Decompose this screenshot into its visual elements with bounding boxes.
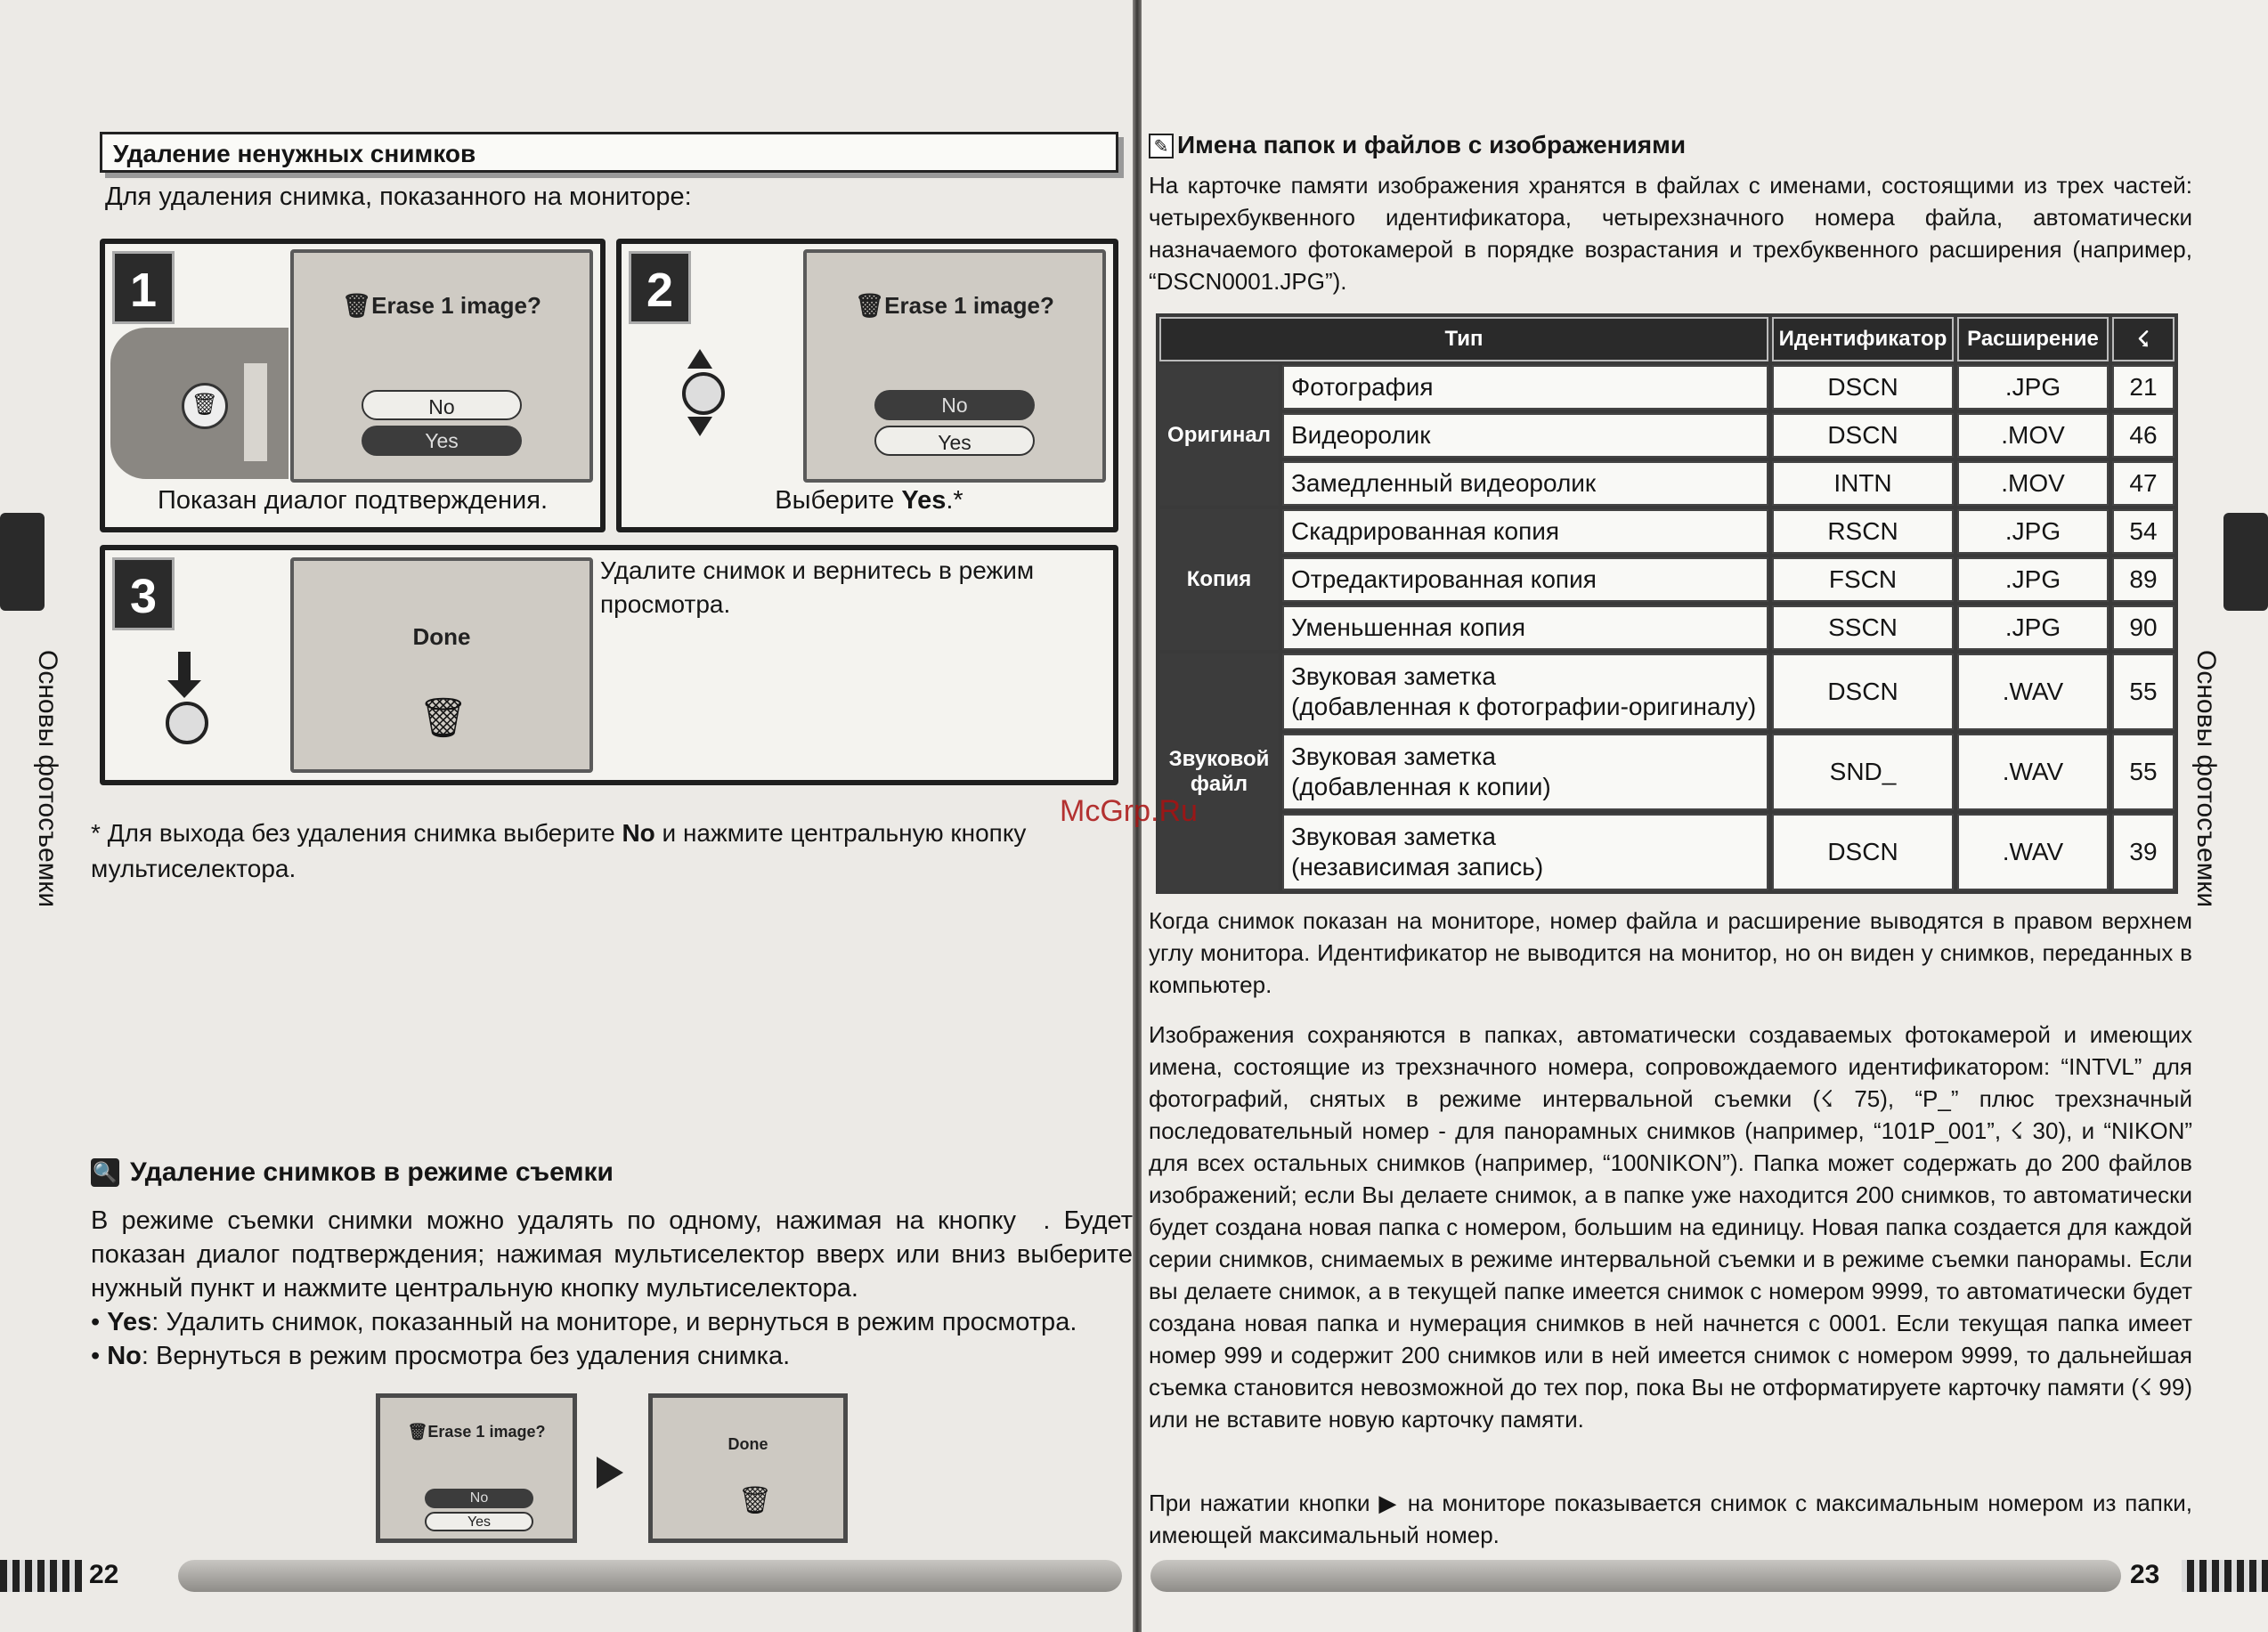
no-option[interactable]: No: [425, 1489, 533, 1508]
step-2-screen: [803, 249, 1106, 483]
table-row: Видеоролик DSCN .MOV 46: [1159, 413, 2175, 458]
step-3-panel: [100, 545, 1118, 785]
table-row: Звуковой файл Звуковая заметка (добавленная к фотографии-оригиналу) DSCN .WAV 55: [1159, 654, 2175, 730]
dialog-title: 🗑Erase 1 image?: [342, 292, 541, 319]
yes-option[interactable]: Yes: [425, 1512, 533, 1531]
trash-icon: 🗑: [738, 1486, 773, 1515]
trash-icon: 🗑: [419, 696, 468, 740]
right-title: Имена папок и файлов с изображениями: [1177, 131, 1687, 158]
footer-bar: [178, 1560, 1122, 1592]
step-1-caption: Показан диалог подтверждения.: [157, 486, 549, 515]
bullet-no: • No: Вернуться в режим просмотра без удаления снимка.: [91, 1342, 791, 1370]
subsection-paragraph: В режиме съемки снимки можно удалять по одному, нажимая на кнопку . Будет показан диалог подтверждения; нажимая мультиселектор вверх или вниз выберите нужный пункт и нажмите центральную кнопку мультиселектора.: [91, 1206, 1133, 1303]
col-type: Тип: [1159, 317, 1768, 361]
table-row: Отредактированная копия FSCN .JPG 89: [1159, 557, 2175, 602]
intro-text: Для удаления снимка, показанного на мониторе:: [105, 183, 692, 211]
side-label-left: Основы фотосъемки: [33, 650, 62, 908]
watermark: McGrp.Ru: [1060, 794, 1198, 828]
section-title: Удаление ненужных снимков: [113, 140, 476, 167]
paragraph-3: Изображения сохраняются в папках, автоматически создаваемых фотокамерой и имеющих имена, состоящие из трехзначного номера, сопровождаемого идентификатором: “INTVL” для фотографий, снятых в режиме интервальной съемки (☇ 75), “P_” плюс трехзначный последовательный номер - для панорамных снимков (например, “101P_001”, ☇ 30), и “NIKON” для всех остальных снимков (например, “100NIKON”). Папка может содержать до 200 файлов изображений; если Вы делаете снимок, а в папке уже находится 200 снимков, то автоматически будет создана новая папка с номером, большим на единицу. Новая папка создается для каждой серии снимков, снимаемых в режиме интервальной съемки и в режиме съемки панорамы. Если вы делаете снимок, а в текущей папке имеется снимок с номером 9999, то автоматически будет создана новая папка и нумерация снимков в ней начнется с 0001. Если текущая папка имеет номер 999 и содержит 200 снимков или в ней имеется снимок с номером 9999, то дальнейшая съемка становится невозможной до тех пор, пока Вы не отформатируете карточку памяти (☇ 99) или не вставите новую карточку памяти.: [1149, 1021, 2192, 1433]
multi-selector-icon: [166, 702, 208, 744]
step-3-text: Удалите снимок и вернитесь в режим просмотра.: [600, 556, 1035, 618]
camera-back-illustration: [110, 328, 289, 479]
down-arrow-icon: [687, 417, 712, 436]
table-row: Оригинал Фотография DSCN .JPG 21: [1159, 365, 2175, 410]
small-dialog-screen: 🗑Erase 1 image? No Yes: [376, 1393, 577, 1543]
section-header: [100, 132, 1118, 173]
done-text: Done: [412, 623, 471, 650]
table-row: Уменьшенная копия SSCN .JPG 90: [1159, 605, 2175, 650]
right-page: [1142, 0, 2268, 1632]
press-arrow-icon: [178, 652, 191, 684]
table-header-row: [1159, 317, 2175, 361]
trash-button-icon: 🗑: [182, 383, 228, 429]
step-3-screen: [290, 557, 593, 773]
paragraph-1: На карточке памяти изображения хранятся в файлах с именами, состоящими из трех частей: четырехбуквенного идентификатора, четырехзначного номера файла, автоматически назначаемого фотокамерой в порядке возрастания и трехбуквенного расширения (например, “DSCN0001.JPG”).: [1149, 172, 2192, 295]
trash-icon: 🗑: [855, 292, 885, 319]
table-row: Копия Скадрированная копия RSCN .JPG 54: [1159, 509, 2175, 554]
next-arrow-icon: [597, 1457, 623, 1489]
trash-icon: 🗑: [407, 1423, 428, 1441]
footer-stripes: [0, 1560, 82, 1592]
side-tab-left: [0, 513, 45, 611]
paragraph-4: При нажатии кнопки ▶ на мониторе показывается снимок с максимальным номером из папки, имеющей максимальный номер.: [1149, 1490, 2192, 1548]
magnifier-icon: 🔍: [91, 1158, 119, 1187]
table-row: Звуковая заметка (независимая запись) DSCN .WAV 39: [1159, 814, 2175, 890]
page-number-left: 22: [89, 1560, 119, 1589]
bullet-yes: • Yes: Удалить снимок, показанный на мониторе, и вернуться в режим просмотра.: [91, 1308, 1077, 1336]
dialog-title: 🗑Erase 1 image?: [855, 292, 1054, 319]
col-extension: Расширение: [1957, 317, 2109, 361]
step-3-number: 3: [112, 557, 175, 630]
step-2-panel: [616, 239, 1118, 532]
group-audio: Звуковой файл: [1159, 654, 1279, 890]
multi-selector-icon: [682, 372, 725, 415]
col-page-ref-icon: ☇: [2112, 317, 2175, 361]
no-option[interactable]: No: [874, 390, 1035, 420]
side-tab-right: [2223, 513, 2268, 611]
up-arrow-icon: [687, 349, 712, 369]
table-row: Звуковая заметка (добавленная к копии) SND_ .WAV 55: [1159, 734, 2175, 810]
small-done-screen: Done 🗑: [648, 1393, 848, 1543]
file-types-table: [1156, 313, 2178, 894]
trash-icon: 🗑: [342, 292, 372, 319]
subsection-title: Удаление снимков в режиме съемки: [130, 1157, 614, 1187]
group-copy: Копия: [1159, 509, 1279, 650]
step-1-number: 1: [112, 251, 175, 324]
group-original: Оригинал: [1159, 365, 1279, 506]
footer-bar: [1150, 1560, 2121, 1592]
pencil-icon: ✎: [1149, 134, 1174, 158]
step-2-number: 2: [629, 251, 691, 324]
yes-option[interactable]: Yes: [874, 426, 1035, 456]
col-identifier: Идентификатор: [1772, 317, 1954, 361]
footnote: * Для выхода без удаления снимка выберите No и нажмите центральную кнопку мультиселектора.: [91, 819, 1027, 882]
subsection-body: [91, 1204, 1133, 1373]
step-1-screen: [290, 249, 593, 483]
footer-stripes: [2182, 1560, 2268, 1592]
no-option[interactable]: No: [362, 390, 522, 420]
paragraph-2: Когда снимок показан на мониторе, номер файла и расширение выводятся в правом верхнем углу монитора. Идентификатор не выводится на монитор, но он виден у снимков, переданных в компьютер.: [1149, 907, 2192, 998]
yes-option[interactable]: Yes: [362, 426, 522, 456]
step-1-panel: [100, 239, 606, 532]
page-number-right: 23: [2130, 1560, 2160, 1589]
step-2-caption: Выберите Yes.*: [775, 486, 963, 515]
left-page: [0, 0, 1133, 1632]
table-row: Замедленный видеоролик INTN .MOV 47: [1159, 461, 2175, 506]
side-label-right: Основы фотосъемки: [2191, 650, 2221, 908]
